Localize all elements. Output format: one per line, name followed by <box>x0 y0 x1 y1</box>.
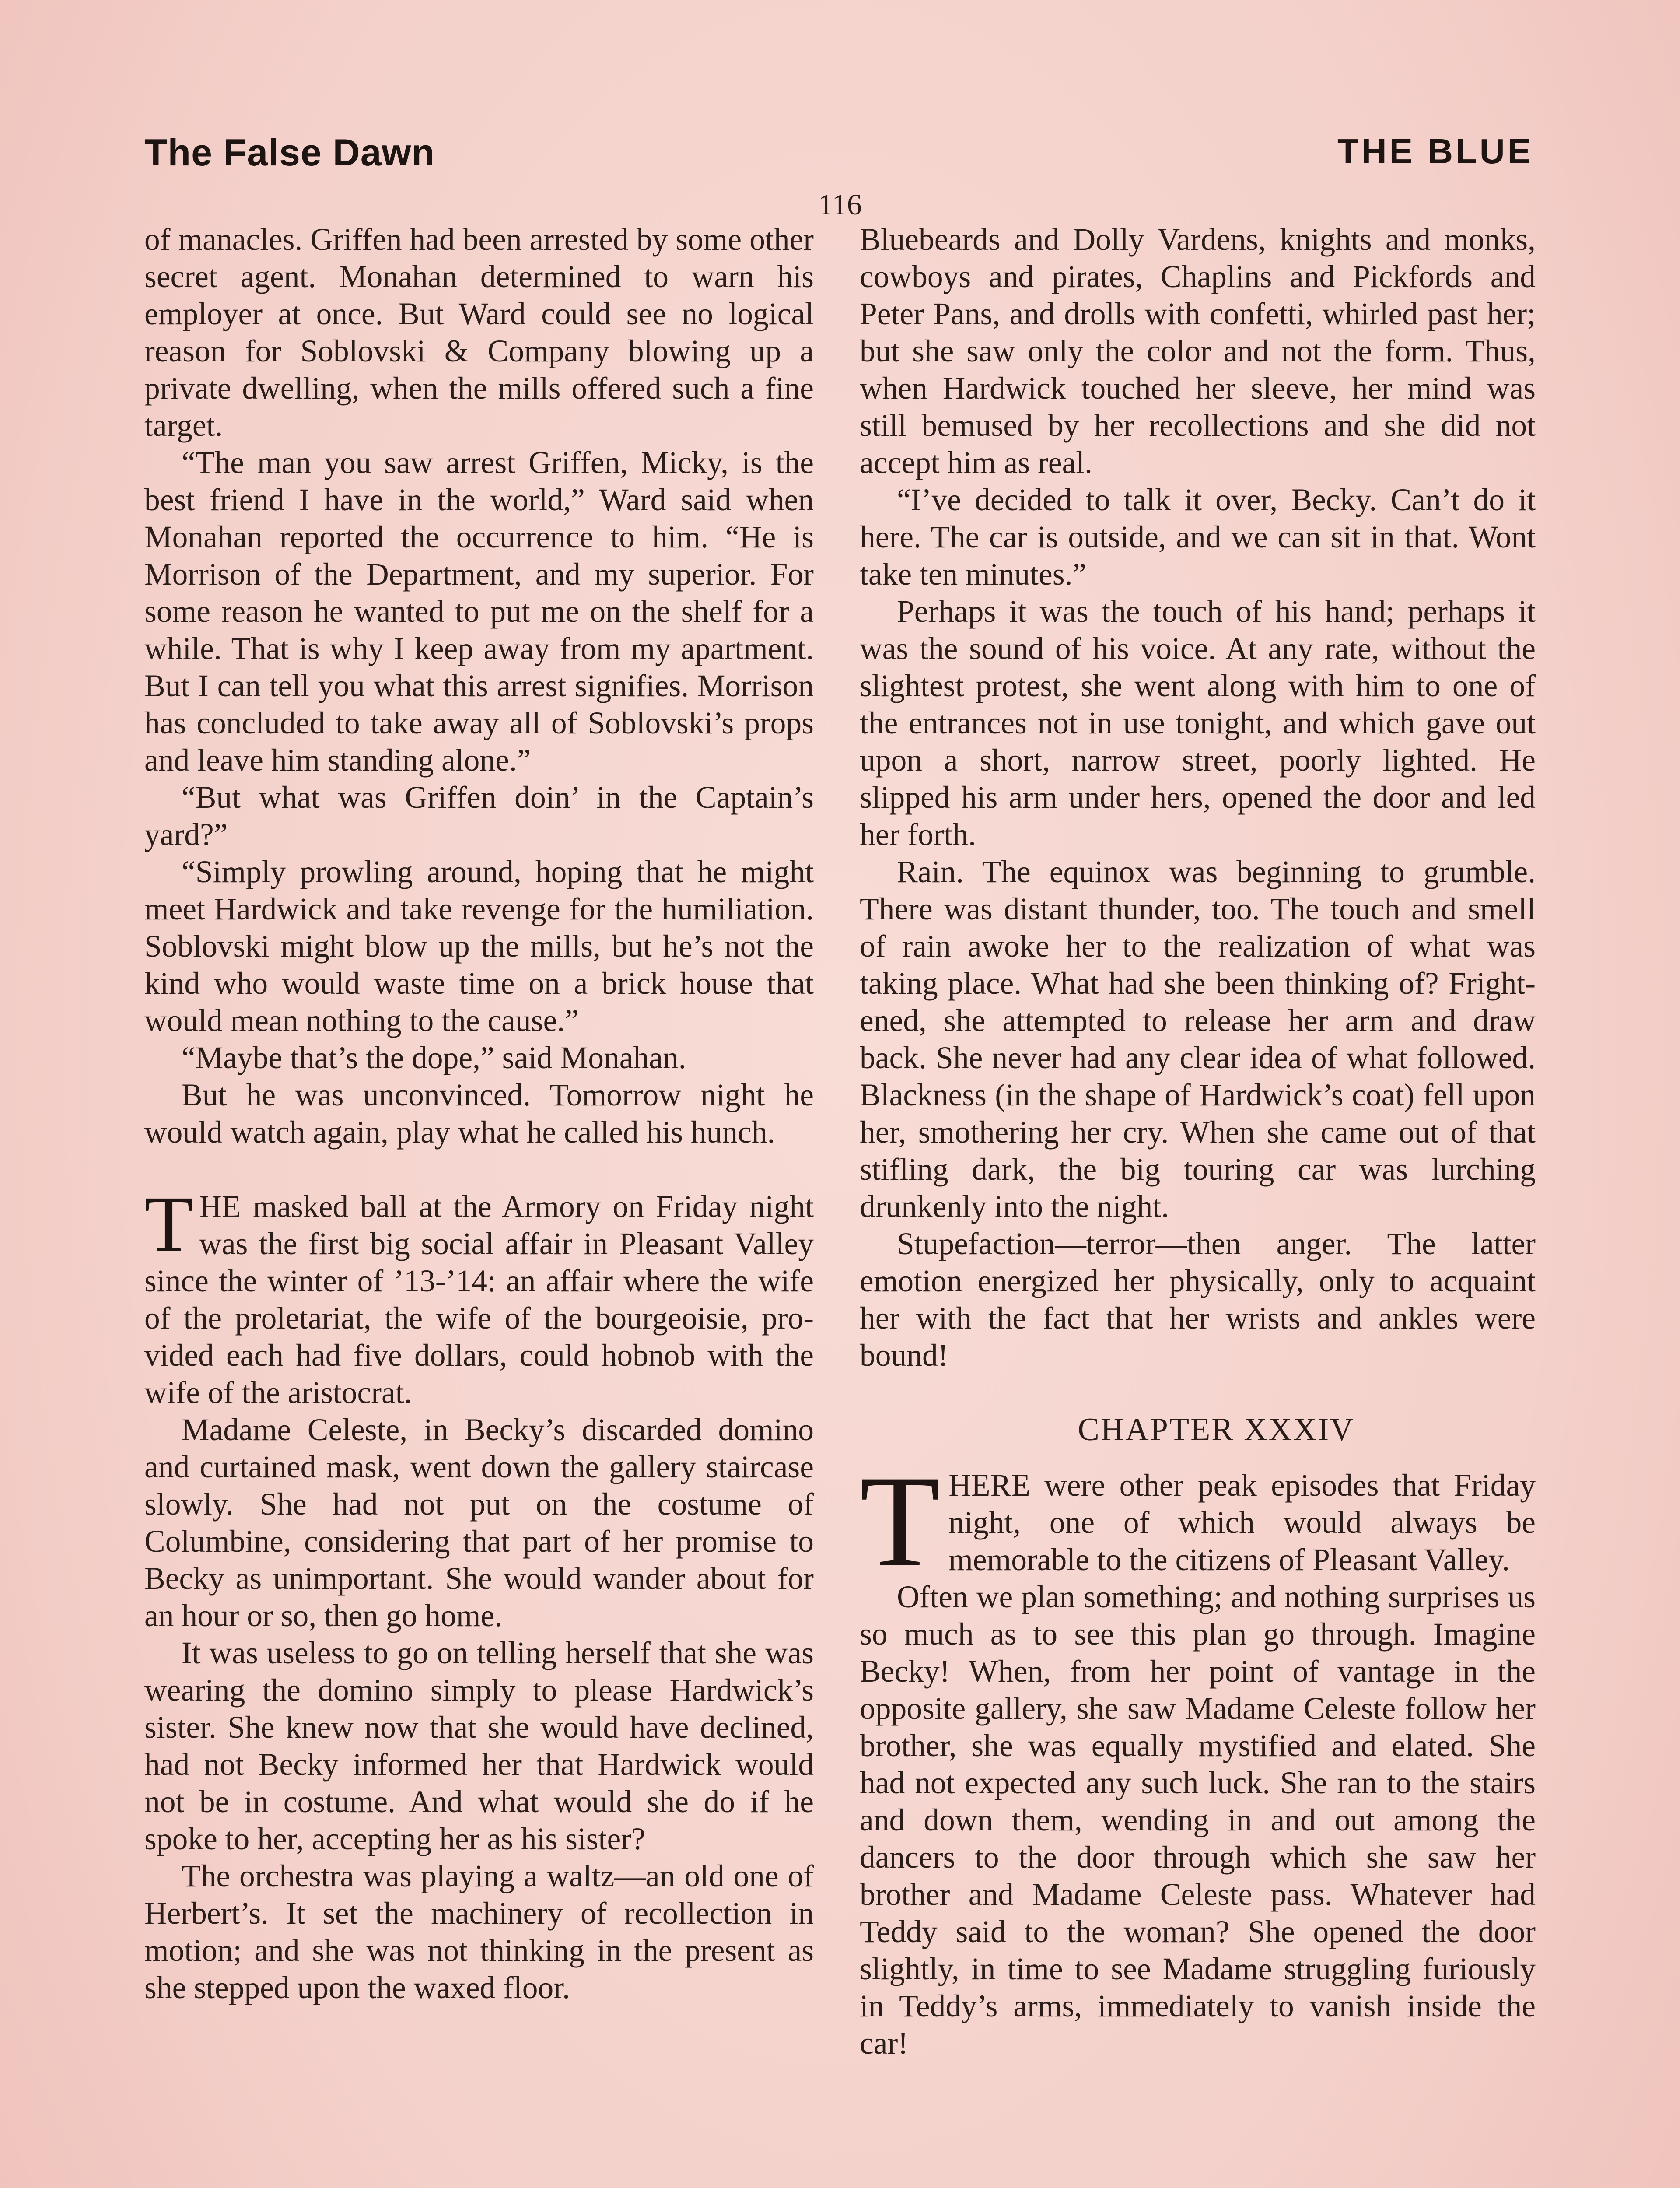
drop-cap-initial: T <box>144 1180 193 1268</box>
paragraph-with-initial <box>144 1180 814 1411</box>
drop-cap-initial: T <box>860 1448 940 1594</box>
paragraph: Often we plan something; and nothing surprises us so much as to see this plan go through. Imagine Becky! When, from her point of vantage in the opposite gallery, she saw Madame Celeste follow her brother, she was equally mystified and elated. She had not expected any such luck. She ran to the stairs and down them, wending in and out among the dancers to the door through which she saw her brother and Madame Celeste pass. Whatever had Teddy said to the woman? She opened the door slightly, in time to see Madame struggling furiously in Teddy’s arms, immediately to vanish inside the car! <box>860 1580 1536 2061</box>
paragraph: Bluebeards and Dolly Vardens, knights and monks, cowboys and pirates, Chaplins and Pickfords and Peter Pans, and drolls with confetti, whirled past her; but she saw only the color and not the form. Thus, when Hardwick touched her sleeve, her mind was still bemused by her recollections and she did not accept him as real. <box>860 222 1536 480</box>
paragraph: “Simply prowling around, hoping that he might meet Hardwick and take revenge for the humiliation. Soblovski might blow up the mills, but he’s not the kind who would waste time on a brick house that would mean nothing to the cause.” <box>144 855 814 1038</box>
paragraph-text: HE masked ball at the Armory on Friday night was the first big social affair in Pleasant Valley since the winter of ’13-’14: an affair where the wife of the proletariat, the wife of the bourgeoisie, provided each had five dollars, could hobnob with the wife of the aristocrat. <box>144 1189 814 1410</box>
section-break <box>144 1151 814 1188</box>
paragraph: Rain. The equinox was beginning to grumble. There was distant thunder, too. The touch and smell of rain awoke her to the realization of what was taking place. What had she been thinking of? Frightened, she attempted to release her arm and draw back. She never had any clear idea of what followed. Blackness (in the shape of Hardwick’s coat) fell upon her, smothering her cry. When she came out of that stifling dark, the big touring car was lurching drunkenly into the night. <box>860 855 1536 1224</box>
paragraph: The orchestra was playing a waltz—an old one of Herbert’s. It set the machinery of recollection in motion; and she was not thinking in the present as she stepped upon the waxed floor. <box>144 1859 814 2005</box>
running-head-magazine: THE BLUE <box>1337 132 1533 171</box>
paragraph: “I’ve decided to talk it over, Becky. Can’t do it here. The car is outside, and we can sit in that. Wont take ten minutes.” <box>860 483 1536 592</box>
section-break <box>860 1448 1536 1467</box>
chapter-heading: CHAPTER XXXIV <box>1078 1412 1355 1448</box>
right-column <box>860 221 1536 2062</box>
paragraph: “Maybe that’s the dope,” said Monahan. <box>182 1041 686 1075</box>
paragraph-text: HERE were other peak episodes that Friday night, one of which would always be memorable to the citizens of Pleasant Valley. <box>948 1468 1536 1577</box>
paragraph: It was useless to go on telling herself that she was wearing the domino simply to please Hardwick’s sister. She knew now that she would have declined, had not Becky informed her that Hardwick would not be in costume. And what would she do if he spoke to her, accepting her as his sister? <box>144 1636 814 1856</box>
paragraph: Stupefaction—terror—then anger. The latter emotion energized her physically, only to acquaint her with the fact that her wrists and ankles were bound! <box>860 1227 1536 1373</box>
paragraph: Perhaps it was the touch of his hand; perhaps it was the sound of his voice. At any rate, without the slightest protest, she went along with him to one of the entrances not in use tonight, and which gave out upon a short, narrow street, poorly lighted. He slipped his arm under hers, opened the door and led her forth. <box>860 594 1536 852</box>
left-column <box>144 221 814 2006</box>
paragraph: “The man you saw arrest Griffen, Micky, is the best friend I have in the world,” Ward said when Monahan reported the occurrence to him. “He is Morrison of the Department, and my superior. For some reason he wanted to put me on the shelf for a while. That is why I keep away from my apartment. But I can tell you what this arrest signifies. Morrison has concluded to take away all of Soblovski’s props and leave him standing alone.” <box>144 445 814 778</box>
paragraph: But he was unconvinced. Tomorrow night he would watch again, play what he called his hunch. <box>144 1078 814 1150</box>
paragraph: of manacles. Griffen had been arrested by some other secret agent. Monahan determined to warn his employer at once. But Ward could see no logical reason for Soblovski & Company blowing up a private dwelling, when the mills offered such a fine target. <box>144 222 814 443</box>
running-head-title: The False Dawn <box>144 132 435 174</box>
section-break <box>860 1374 1536 1411</box>
paragraph-with-initial <box>860 1448 1536 1594</box>
paragraph: Madame Celeste, in Becky’s discarded domino and curtained mask, went down the gallery staircase slowly. She had not put on the costume of Columbine, considering that part of her promise to Becky as unimportant. She would wander about for an hour or so, then go home. <box>144 1413 814 1633</box>
page-number: 116 <box>818 188 862 221</box>
paragraph: “But what was Griffen doin’ in the Captain’s yard?” <box>144 780 814 852</box>
